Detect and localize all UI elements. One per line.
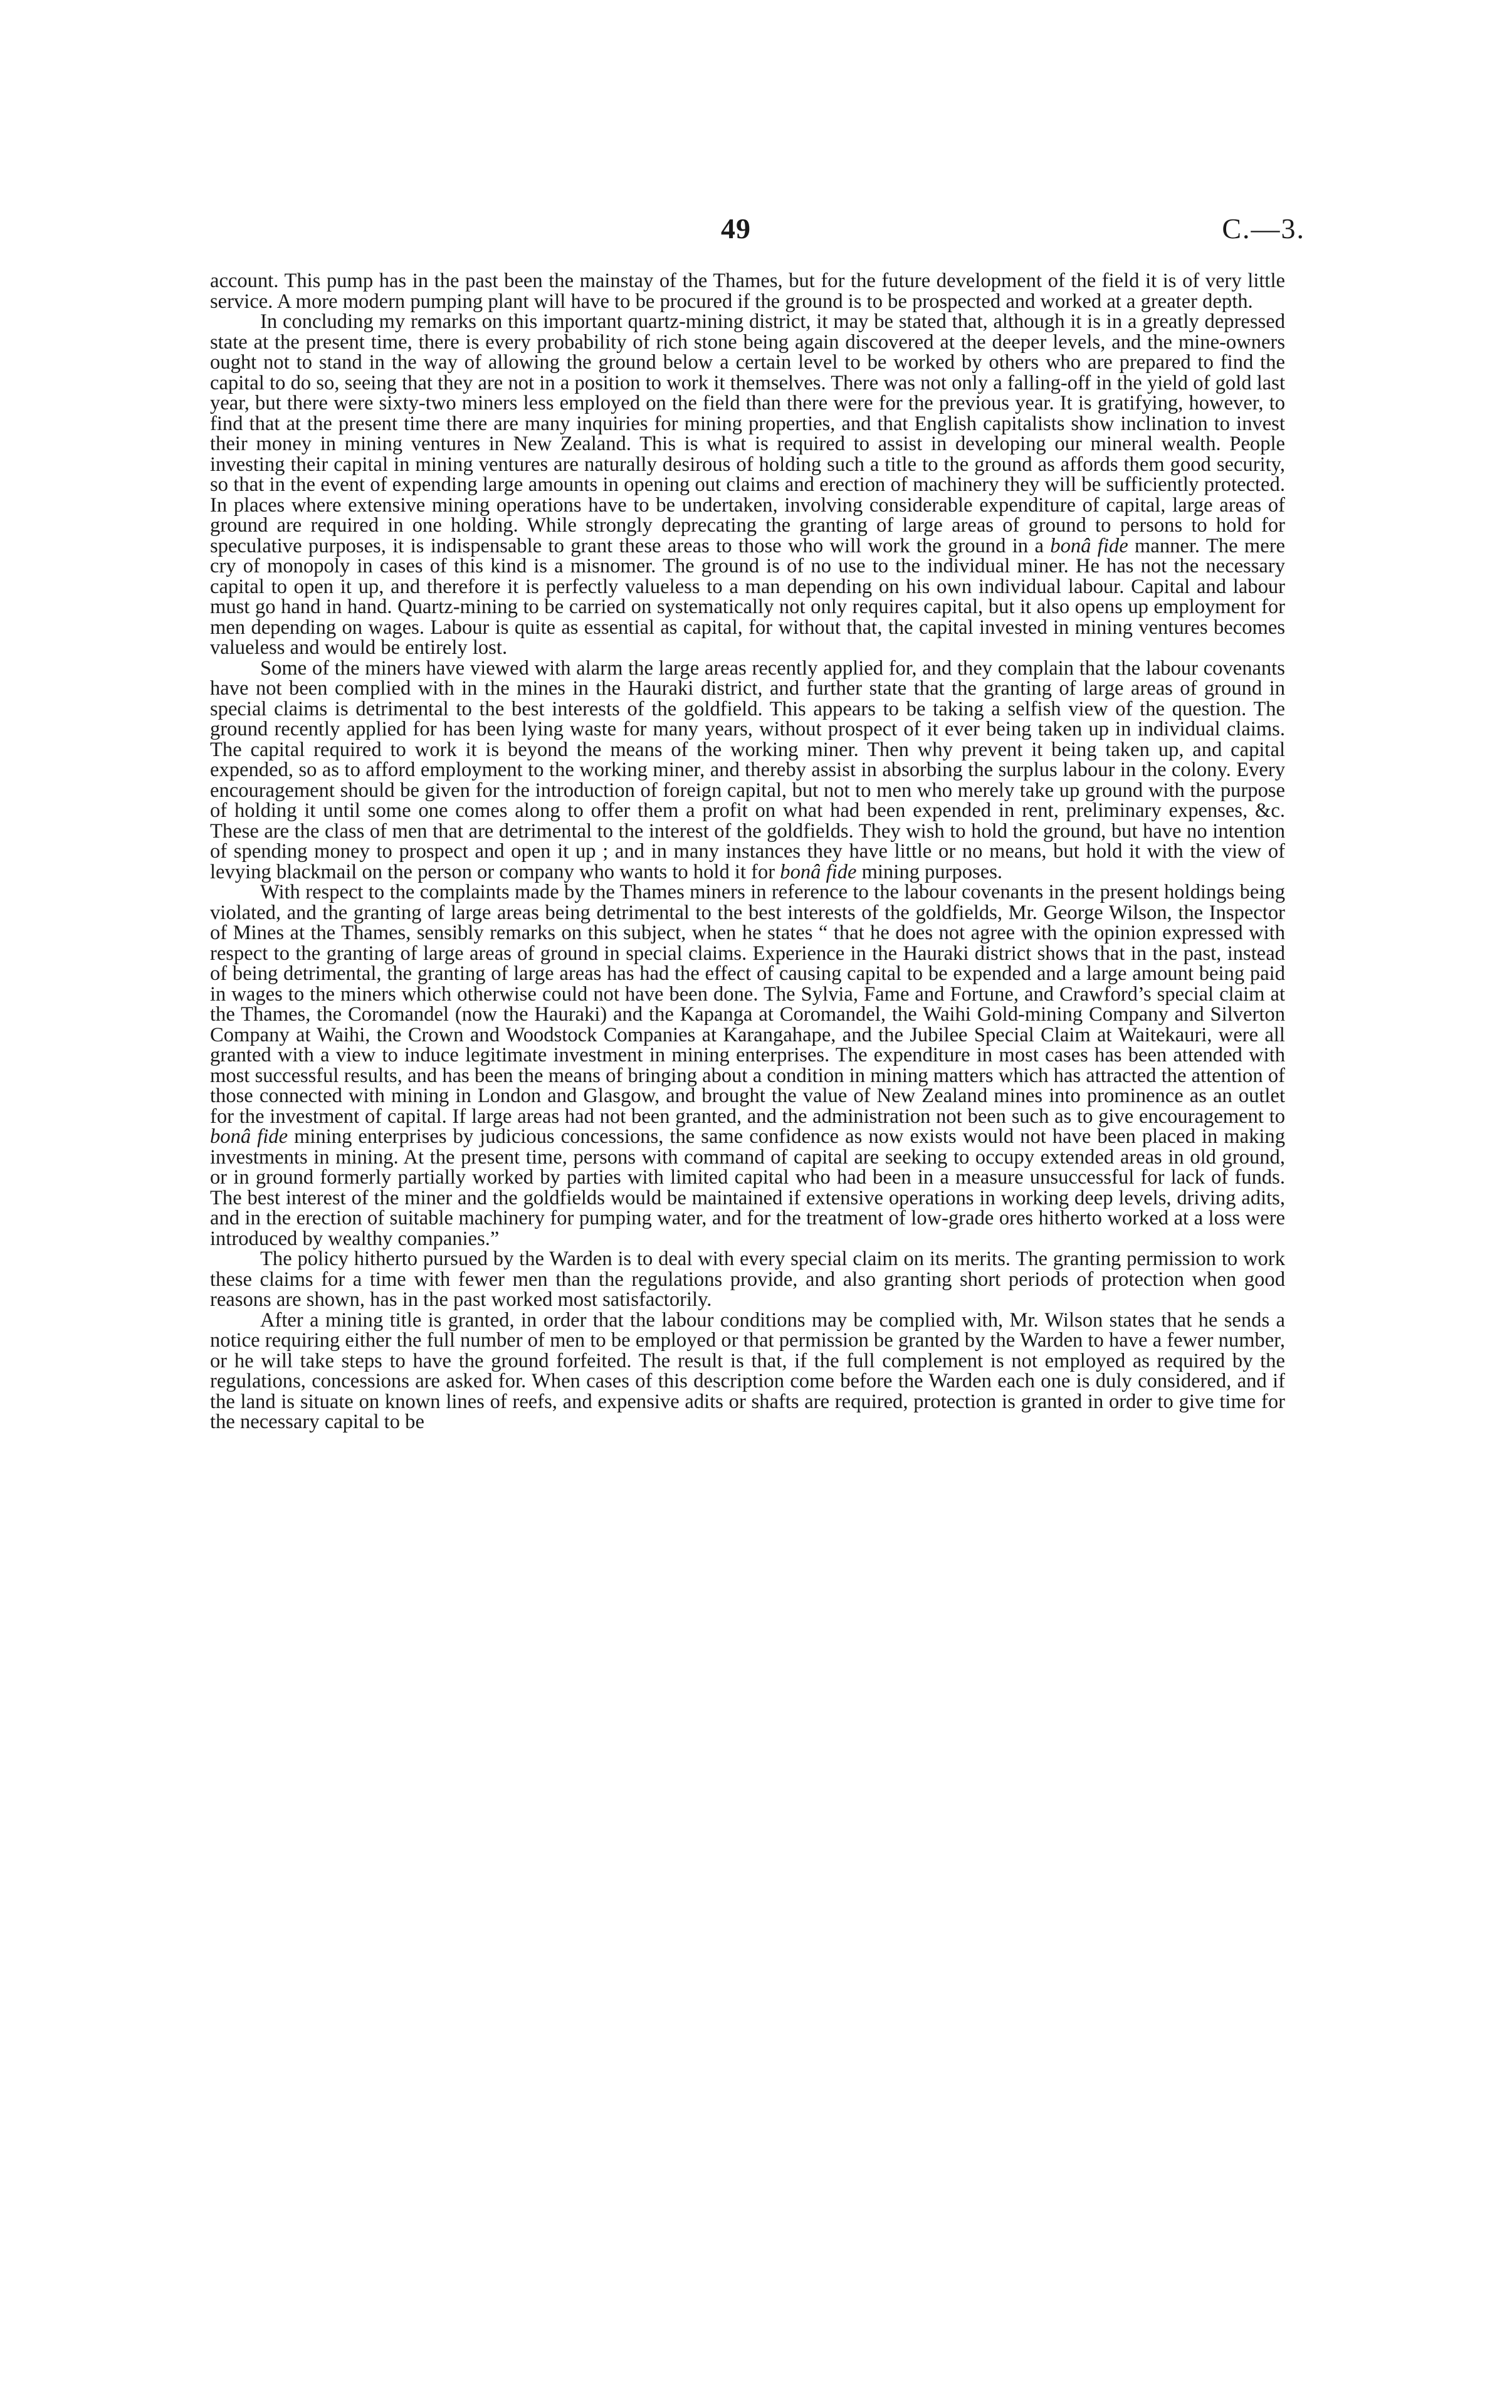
paragraph: [210, 271, 1285, 312]
paragraph: [210, 882, 1285, 1249]
document-reference: C.—3.: [1222, 213, 1305, 244]
page-number: 49: [721, 213, 751, 244]
text-run: account. This pump has in the past been the mainstay of the Thames, but for the future development of the field it is of very little service. A more modern pumping plant will have to be procured if the ground is to be prospected and worked at a greater depth.: [210, 270, 1285, 313]
text-run: mining purposes.: [856, 860, 1003, 883]
body-text: [210, 271, 1285, 1433]
text-run: mining enterprises by judicious concessions, the same confidence as now exists would not have been placed in making investments in mining. At the present time, persons with command of capital are seeking to occupy extended areas in old ground, or in ground formerly partially worked by parties with limited capital who had been in a measure unsuccessful for lack of funds. The best interest of the miner and the goldfields would be maintained if extensive operations in working deep levels, driving adits, and in the erection of suitable machinery for pumping water, and for the treatment of low-grade ores hitherto worked at a loss were introduced by wealthy companies.”: [210, 1125, 1285, 1250]
text-run: In concluding my remarks on this important quartz-mining district, it may be stated that, although it is in a greatly depressed state at the present time, there is every probability of rich stone being again discovered at the deeper levels, and the mine-owners ought not to stand in the way of allowing the ground below a certain level to be worked by others who are prepared to find the capital to do so, seeing that they are not in a position to work it themselves. There was not only a falling-off in the yield of gold last year, but there were sixty-two miners less employed on the field than there were for the previous year. It is gratifying, however, to find that at the present time there are many inquiries for mining properties, and that English capitalists show inclination to invest their money in mining ventures in New Zealand. This is what is required to assist in developing our mineral wealth. People investing their capital in mining ventures are naturally desirous of holding such a title to the ground as affords them good security, so that in the event of expending large amounts in opening out claims and erection of machinery they will be sufficiently protected. In places where extensive mining operations have to be undertaken, involving considerable expenditure of capital, large areas of ground are required in one holding. While strongly deprecating the granting of large areas of ground to persons to hold for speculative purposes, it is indispensable to grant these areas to those who will work the ground in a: [210, 310, 1285, 557]
text-run: The policy hitherto pursued by the Warden is to deal with every special claim on its merits. The granting permission to work these claims for a time with fewer men than the regulations provide, and also granting short periods of protection when good reasons are shown, has in the past worked most satisfactorily.: [210, 1248, 1285, 1311]
paragraph: [210, 312, 1285, 658]
text-run: With respect to the complaints made by the Thames miners in reference to the labour covenants in the present holdings being violated, and the granting of large areas being detrimental to the best interests of the goldfields, Mr. George Wilson, the Inspector of Mines at the Thames, sensibly remarks on this subject, when he states “ that he does not agree with the opinion expressed with respect to the granting of large areas of ground in special claims. Experience in the Hauraki district shows that in the past, instead of being detrimental, the granting of large areas has had the effect of causing capital to be expended and a large amount being paid in wages to the miners which otherwise could not have been done. The Sylvia, Fame and Fortune, and Crawford’s special claim at the Thames, the Coromandel (now the Hauraki) and the Kapanga at Coromandel, the Waihi Gold-mining Company and Silverton Company at Waihi, the Crown and Woodstock Companies at Karangahape, and the Jubilee Special Claim at Waitekauri, were all granted with a view to induce legitimate investment in mining enterprises. The expenditure in most cases has been attended with most successful results, and has been the means of bringing about a condition in mining matters which has attracted the attention of those connected with mining in London and Glasgow, and brought the value of New Zealand mines into prominence as an outlet for the investment of capital. If large areas had not been granted, and the administration not been such as to give encouragement to: [210, 881, 1285, 1128]
italic-text: bonâ fide: [1050, 534, 1128, 557]
paragraph: [210, 1249, 1285, 1310]
text-run: After a mining title is granted, in order that the labour conditions may be complied with, Mr. Wilson states that he sends a notice requiring either the full number of men to be employed or that permission be granted by the Warden to have a fewer number, or he will take steps to have the ground forfeited. The result is that, if the full complement is not employed as required by the regulations, concessions are asked for. When cases of this description come before the Warden each one is duly considered, and if the land is situate on known lines of reefs, and expensive adits or shafts are required, protection is granted in order to give time for the necessary capital to be: [210, 1308, 1285, 1433]
paragraph: [210, 1310, 1285, 1433]
italic-text: bonâ fide: [210, 1125, 288, 1148]
text-run: Some of the miners have viewed with alarm the large areas recently applied for, and they complain that the labour covenants have not been complied with in the mines in the Hauraki district, and further state that the granting of large areas of ground in special claims is detrimental to the best interests of the goldfield. This appears to be taking a selfish view of the question. The ground recently applied for has been lying waste for many years, without prospect of it ever being taken up in individual claims. The capital required to work it is beyond the means of the working miner. Then why prevent it being taken up, and capital expended, so as to afford employment to the working miner, and thereby assist in absorbing the surplus labour in the colony. Every encouragement should be given for the introduction of foreign capital, but not to men who merely take up ground with the purpose of holding it until some one comes along to offer them a profit on what had been expended in rent, preliminary expenses, &c. These are the class of men that are detrimental to the interest of the goldfields. They wish to hold the ground, but have no intention of spending money to prospect and open it up ; and in many instances they have little or no means, but hold it with the view of levying blackmail on the person or company who wants to hold it for: [210, 656, 1285, 883]
paragraph: [210, 658, 1285, 883]
text-run: manner. The mere cry of monopoly in cases of this kind is a misnomer. The ground is of no use to the individual miner. He has not the necessary capital to open it up, and therefore it is perfectly valueless to a man depending on his own individual labour. Capital and labour must go hand in hand. Quartz-mining to be carried on systematically not only requires capital, but it also opens up employment for men depending on wages. Labour is quite as essential as capital, for without that, the capital invested in mining ventures becomes valueless and would be entirely lost.: [210, 534, 1285, 659]
italic-text: bonâ fide: [780, 860, 857, 883]
